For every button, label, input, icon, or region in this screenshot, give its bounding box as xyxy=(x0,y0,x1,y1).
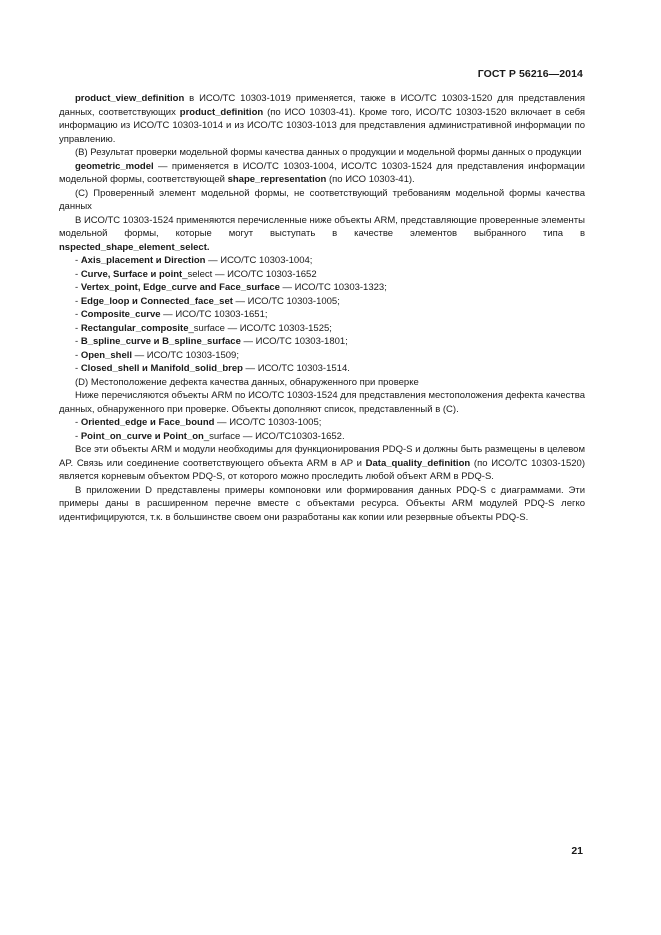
standard-header: ГОСТ Р 56216—2014 xyxy=(477,68,583,80)
paragraph-section-d: (D) Местоположение дефекта качества данных, обнаруженного при проверке xyxy=(75,376,419,388)
list-item: - Oriented_edge и Face_bound — ИСО/ТС 10303-1005; xyxy=(75,417,322,428)
paragraph-defect-location: Ниже перечисляются объекты ARM по ИСО/ТС 10303-1524 для представления местоположения дефекта качества данных, обнаруженного при проверке. Объекты дополняют список, представленный в (C). xyxy=(59,390,585,415)
defect-location-list xyxy=(59,416,585,443)
page-number: 21 xyxy=(571,845,583,857)
paragraph-geometric-model: geometric_model — применяется в ИСО/ТС 10303-1004, ИСО/ТС 10303-1524 для представления информации модельной формы, соответствующей shape_representation (по ИСО 10303-41). xyxy=(59,160,585,185)
paragraph-annex-d: В приложении D представлены примеры компоновки или формирования данных PDQ-S с диаграммами. Эти примеры даны в расширенном перечне вместе с объектами ресурса. Объекты ARM модулей PDQ-S легко идентифицируются, т.к. в большинстве своем они разработаны как копии или резервные объекты PDQ-S. xyxy=(59,484,585,523)
term: shape_representation xyxy=(227,174,327,185)
list-item: - Point_on_curve и Point_on_surface — ИСО/ТС10303-1652. xyxy=(75,430,345,442)
paragraph-product-view-definition: product_view_definition в ИСО/ТС 10303-1019 применяется, также в ИСО/ТС 10303-1520 для представления данных, соответствующих product_definition (по ИСО 10303-41). Кроме того, ИСО/ТС 10303-1520 включает в себя информацию из ИСО/ТС 10303-1014 и из ИСО/ТС 10303-1013 для представления административной информации по управлению. xyxy=(59,93,585,145)
term: geometric_model xyxy=(75,160,154,172)
list-item: - Rectangular_composite_surface — ИСО/ТС 10303-1525; xyxy=(75,322,332,334)
term: product_view_definition xyxy=(75,93,185,104)
paragraph-section-c: (C) Проверенный элемент модельной формы, не соответствующий требованиям модельной формы качества данных xyxy=(59,187,585,212)
list-item: - Edge_loop и Connected_face_set — ИСО/ТС 10303-1005; xyxy=(75,295,340,307)
list-item: - Composite_curve — ИСО/ТС 10303-1651; xyxy=(75,309,268,320)
arm-object-list xyxy=(59,254,585,376)
paragraph-section-b: (B) Результат проверки модельной формы качества данных о продукции и модельной формы данных о продукции xyxy=(75,147,582,158)
list-item: - B_spline_curve и B_spline_surface — ИСО/ТС 10303-1801; xyxy=(75,336,348,347)
list-item: - Curve, Surface и point_select — ИСО/ТС 10303-1652 xyxy=(75,268,317,280)
list-item: - Open_shell — ИСО/ТС 10303-1509; xyxy=(75,349,239,361)
list-item: - Axis_placement и Direction — ИСО/ТС 10303-1004; xyxy=(75,255,313,266)
list-item: - Closed_shell и Manifold_solid_brep — ИСО/ТС 10303-1514. xyxy=(75,363,350,374)
term: product_definition xyxy=(179,106,264,118)
term: Data_quality_definition xyxy=(365,457,471,469)
paragraph-arm-objects-intro: В ИСО/ТС 10303-1524 применяются перечисленные ниже объекты ARM, представляющие проверенные элементы модельной формы, которые могут выступать в качестве элементов выбранного типа в nspected_shape_element_select. xyxy=(59,214,585,253)
page-body xyxy=(59,92,585,524)
list-item: - Vertex_point, Edge_curve and Face_surface — ИСО/ТС 10303-1323; xyxy=(75,282,387,293)
paragraph-pdq-s-modules: Все эти объекты ARM и модули необходимы для функционирования PDQ-S и должны быть размещены в целевом AP. Связь или соединение соответствующего объекта ARM в AP и Data_quality_definition (по ИСО/ТС 10303-1520) является корневым объектом PDQ-S, от которого можно проследить любой объект ARM в PDQ-S. xyxy=(59,444,585,482)
term: nspected_shape_element_select. xyxy=(59,241,210,253)
